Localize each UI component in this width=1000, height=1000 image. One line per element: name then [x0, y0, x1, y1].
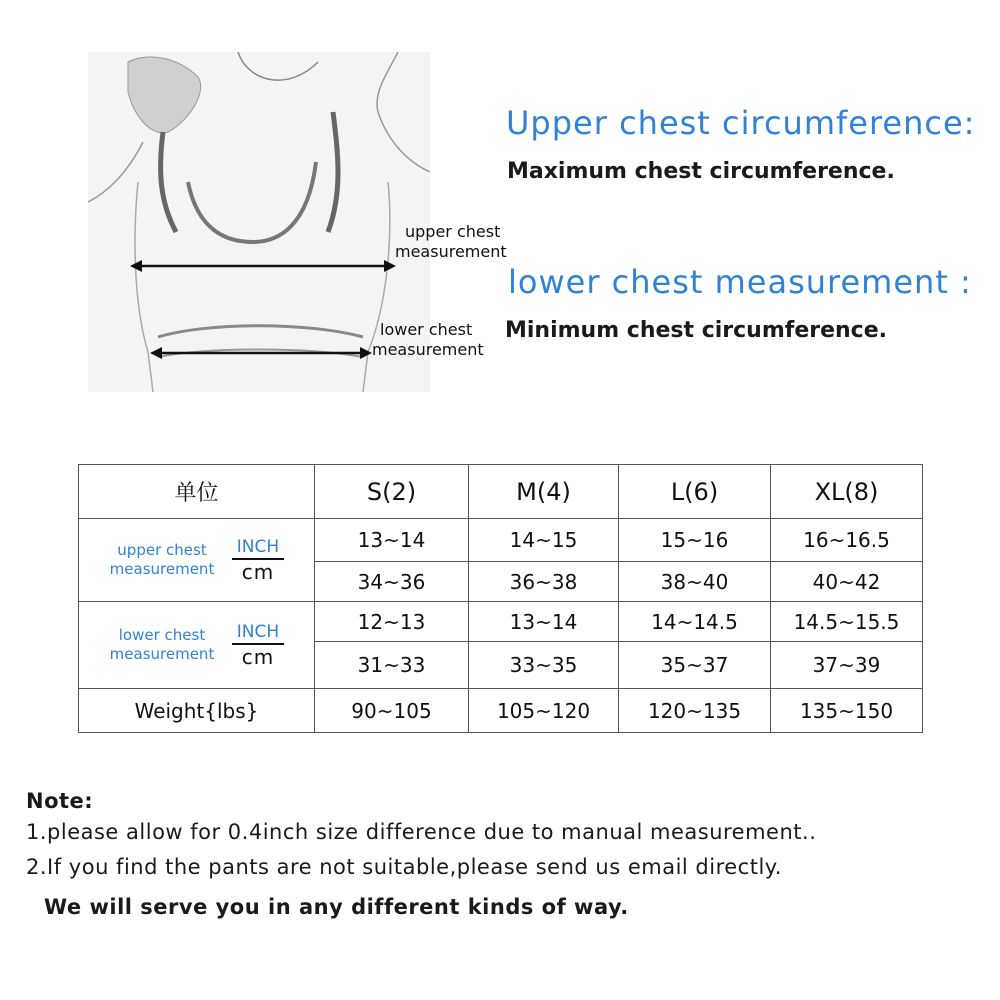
upper-chest-description: Maximum chest circumference.	[507, 159, 895, 184]
lower-row-label-line2: measurement	[109, 645, 215, 663]
upper-row-label-line1: upper chest	[117, 541, 207, 559]
upper-row-label-text	[107, 541, 217, 579]
upper-unit-fraction	[232, 537, 284, 583]
cm-unit-label: cm	[241, 560, 275, 584]
upper-inch-cell: 14~15	[469, 519, 619, 562]
lower-inch-cell: 14~14.5	[619, 602, 771, 642]
upper-chest-row-label	[79, 519, 315, 602]
inch-unit-label: INCH	[236, 537, 280, 557]
upper-label-line1: upper chest	[405, 222, 501, 241]
lower-label-line2: measurement	[372, 340, 484, 359]
lower-cm-cell: 35~37	[619, 642, 771, 689]
lower-chest-row-label	[79, 602, 315, 689]
table-header-row	[79, 465, 923, 519]
lower-inch-cell: 14.5~15.5	[771, 602, 923, 642]
upper-label-line2: measurement	[395, 242, 507, 261]
upper-inch-row	[79, 519, 923, 562]
note-line-3: We will serve you in any different kinds of way.	[44, 895, 629, 919]
upper-inch-cell: 13~14	[315, 519, 469, 562]
inch-unit-label: INCH	[236, 622, 280, 642]
lower-cm-cell: 37~39	[771, 642, 923, 689]
size-header: M(4)	[469, 465, 619, 519]
cm-unit-label: cm	[241, 645, 275, 669]
lower-chest-measurement-label	[372, 320, 484, 360]
note-line-2: 2.If you find the pants are not suitable,please send us email directly.	[26, 855, 782, 879]
size-header: XL(8)	[771, 465, 923, 519]
upper-inch-cell: 15~16	[619, 519, 771, 562]
lower-label-line1: lower chest	[380, 320, 473, 339]
weight-row-label: Weight{lbs}	[79, 689, 315, 733]
size-header: S(2)	[315, 465, 469, 519]
lower-inch-cell: 12~13	[315, 602, 469, 642]
upper-inch-cell: 16~16.5	[771, 519, 923, 562]
lower-row-label-text	[107, 626, 217, 664]
weight-cell: 105~120	[469, 689, 619, 733]
lower-inch-row	[79, 602, 923, 642]
upper-row-label-line2: measurement	[109, 560, 215, 578]
weight-cell: 90~105	[315, 689, 469, 733]
unit-header: 单位	[79, 465, 315, 519]
upper-cm-cell: 38~40	[619, 562, 771, 602]
note-line-1: 1.please allow for 0.4inch size difference due to manual measurement..	[26, 820, 817, 844]
lower-cm-cell: 33~35	[469, 642, 619, 689]
lower-chest-heading: lower chest measurement :	[508, 263, 972, 301]
upper-cm-cell: 36~38	[469, 562, 619, 602]
weight-cell: 120~135	[619, 689, 771, 733]
weight-cell: 135~150	[771, 689, 923, 733]
size-chart-table	[78, 464, 923, 733]
size-header: L(6)	[619, 465, 771, 519]
upper-chest-heading: Upper chest circumference:	[506, 104, 976, 142]
upper-chest-measurement-label	[395, 222, 507, 262]
lower-inch-cell: 13~14	[469, 602, 619, 642]
lower-unit-fraction	[232, 622, 284, 668]
upper-cm-cell: 40~42	[771, 562, 923, 602]
weight-row	[79, 689, 923, 733]
lower-cm-cell: 31~33	[315, 642, 469, 689]
lower-row-label-line1: lower chest	[118, 626, 206, 644]
lower-chest-description: Minimum chest circumference.	[505, 318, 888, 343]
upper-cm-cell: 34~36	[315, 562, 469, 602]
note-title: Note:	[26, 789, 94, 813]
